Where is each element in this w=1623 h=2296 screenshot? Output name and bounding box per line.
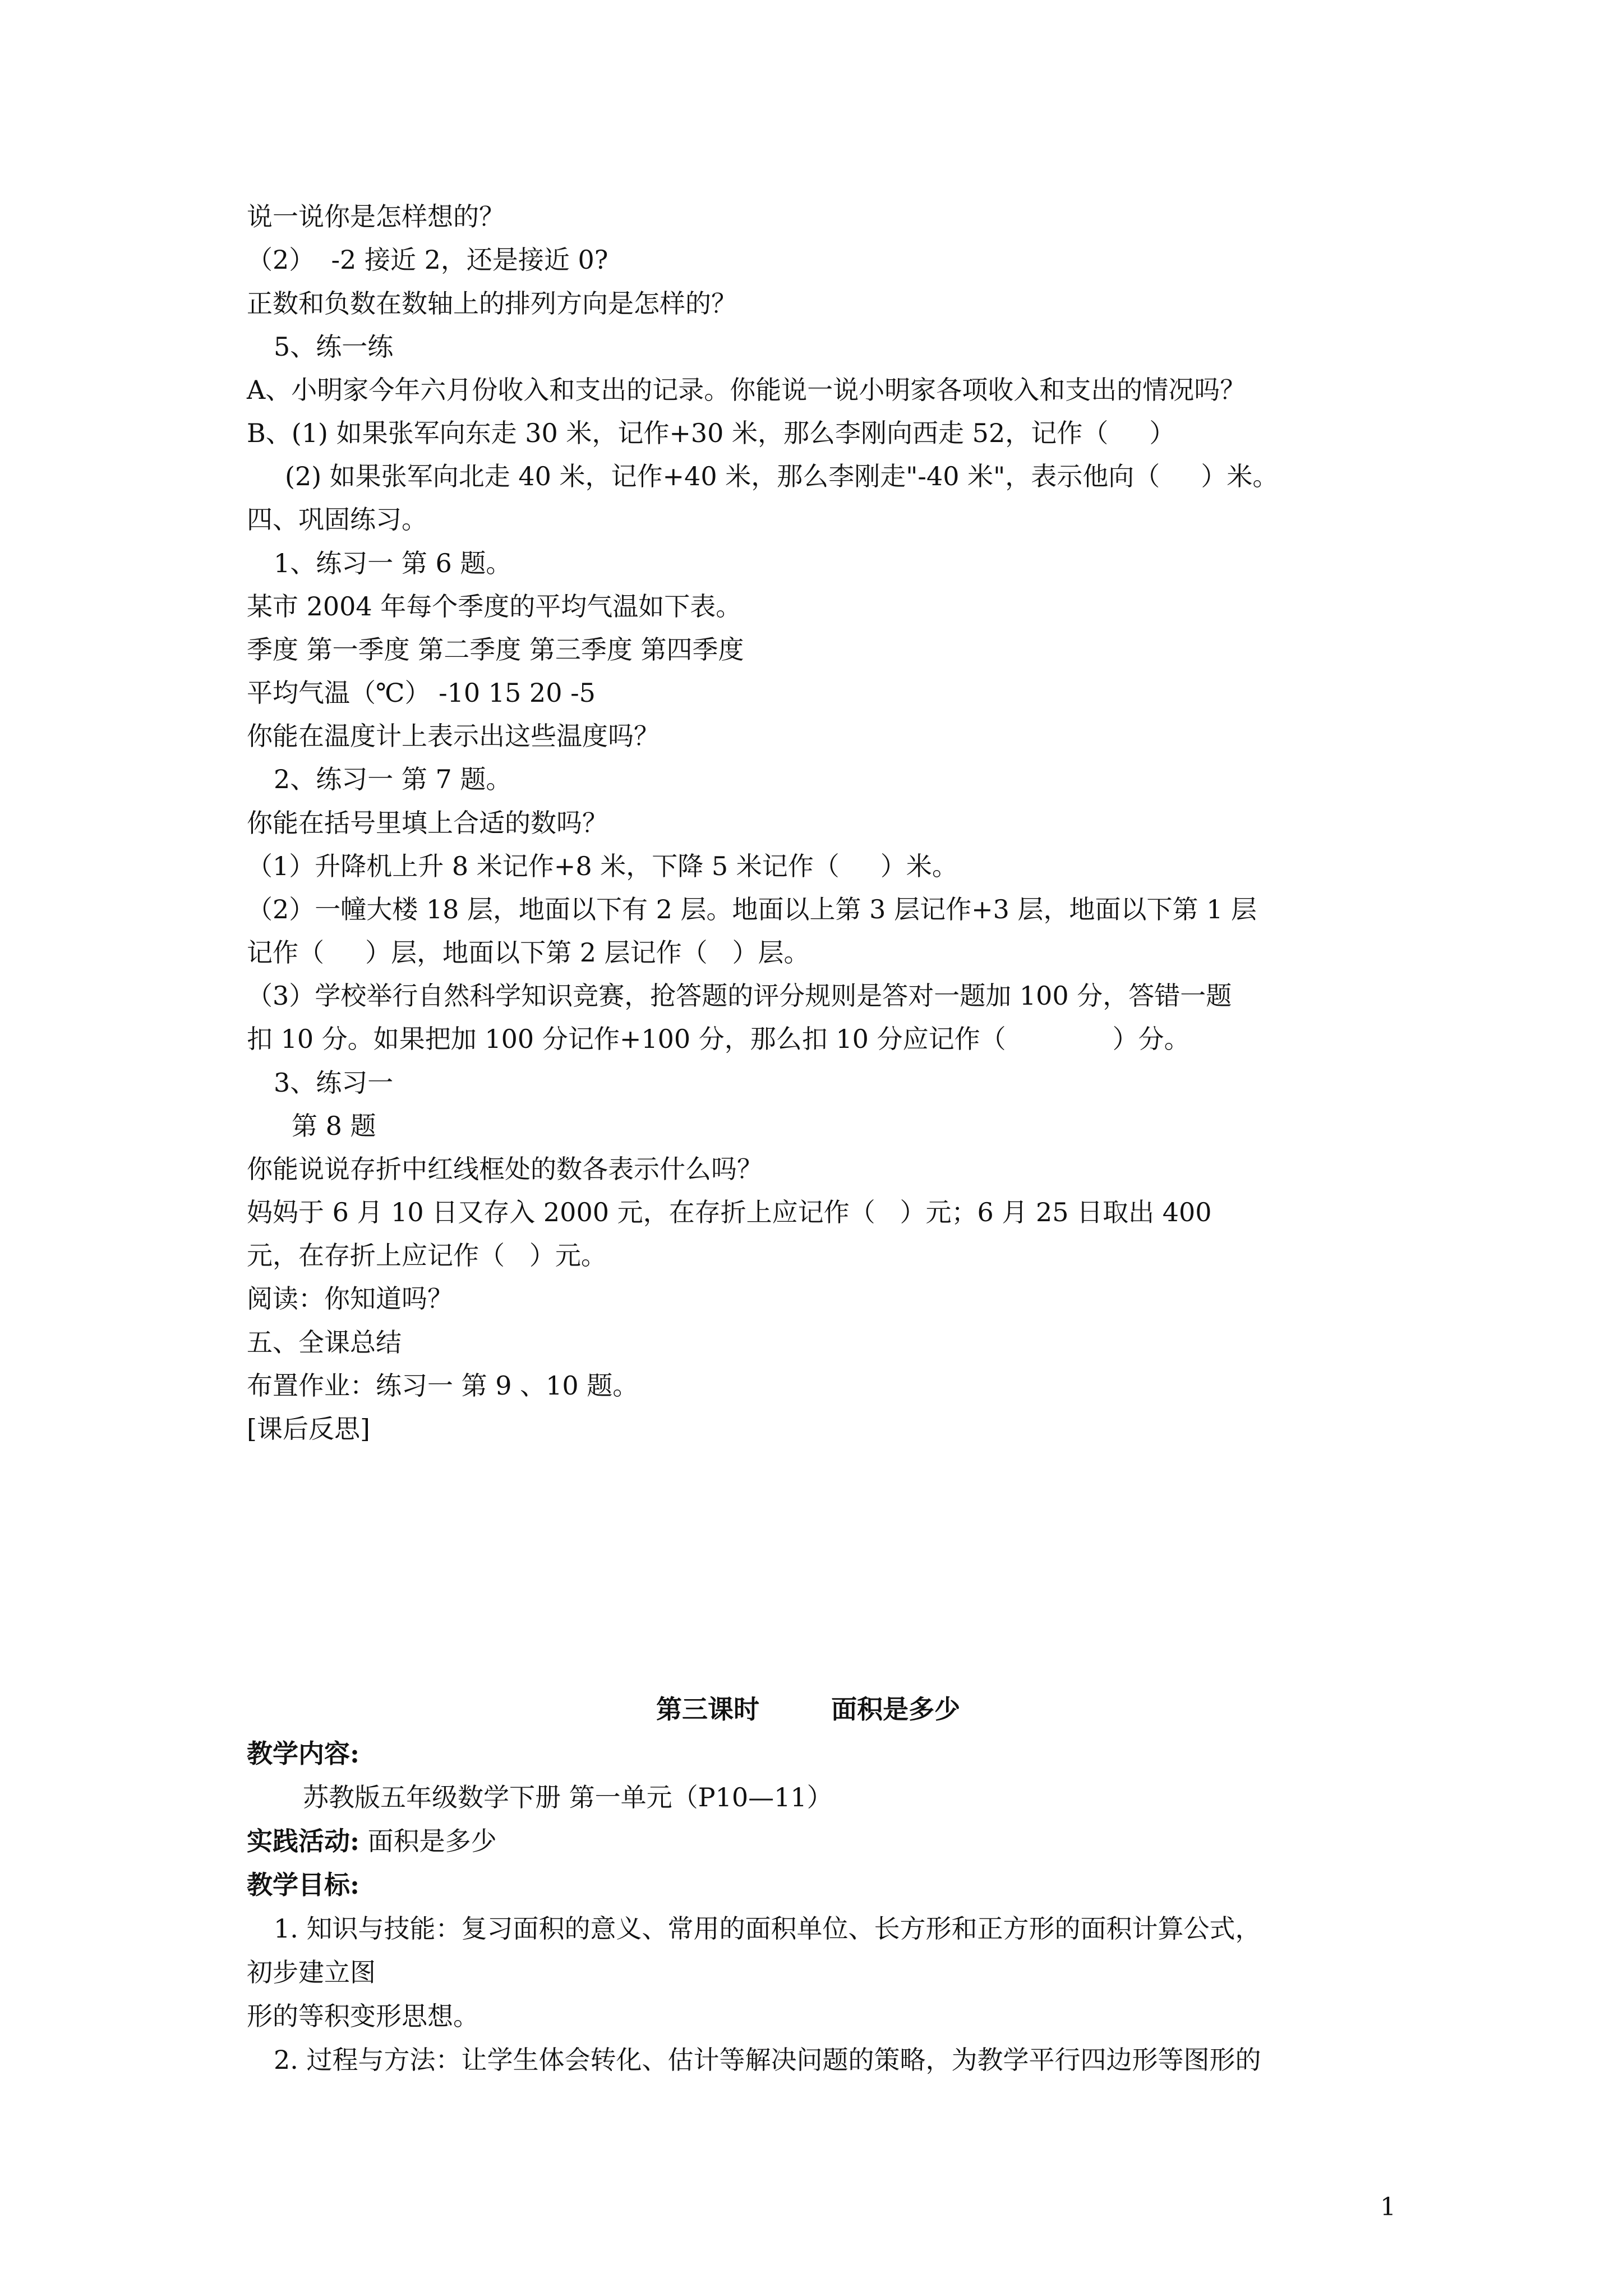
text-line: B、(1) 如果张军向东走 30 米，记作+30 米，那么李刚向西走 52，记作（ ） [247, 418, 1175, 448]
text-line: [课后反思] [247, 1414, 370, 1444]
goal-line: 初步建立图 [247, 1957, 376, 1987]
text-line: 2、练习一 第 7 题。 [274, 764, 512, 794]
text-line: A、小明家今年六月份收入和支出的记录。你能说一说小明家各项收入和支出的情况吗？ [247, 375, 1246, 405]
text-line: 说一说你是怎样想的？ [247, 201, 505, 232]
text-line: 四、巩固练习。 [247, 504, 427, 535]
text-line: 第 8 题 [292, 1111, 376, 1141]
activity-line [247, 1824, 497, 1858]
goals-label: 教学目标: [247, 1870, 359, 1900]
section-title: 第三课时 面积是多少 [656, 1694, 961, 1724]
content-text: 苏教版五年级数学下册 第一单元（P10—11） [303, 1782, 833, 1812]
activity-label: 实践活动: [247, 1826, 359, 1856]
text-line: 扣 10 分。如果把加 100 分记作+100 分，那么扣 10 分应记作（ ）分。 [247, 1024, 1190, 1054]
text-line: 你能说说存折中红线框处的数各表示什么吗？ [247, 1154, 763, 1184]
text-line: 正数和负数在数轴上的排列方向是怎样的？ [247, 288, 737, 319]
text-line: 平均气温（℃） -10 15 20 -5 [247, 678, 596, 708]
text-line: 5、练一练 [274, 332, 394, 362]
text-line: 记作（ ）层，地面以下第 2 层记作（ ）层。 [247, 937, 810, 968]
text-line: 阅读：你知道吗？ [247, 1283, 453, 1314]
text-line: 五、全课总结 [247, 1327, 402, 1358]
text-line: （1）升降机上升 8 米记作+8 米，下降 5 米记作（ ）米。 [247, 851, 958, 881]
text-line: 季度 第一季度 第二季度 第三季度 第四季度 [247, 634, 744, 665]
text-line: 元，在存折上应记作（ ）元。 [247, 1240, 607, 1271]
text-line: （3）学校举行自然科学知识竞赛，抢答题的评分规则是答对一题加 100 分，答错一题 [247, 981, 1232, 1011]
goal-line: 形的等积变形思想。 [247, 2001, 479, 2031]
text-line: 某市 2004 年每个季度的平均气温如下表。 [247, 591, 742, 622]
goal-line: 1. 知识与技能：复习面积的意义、常用的面积单位、长方形和正方形的面积计算公式， [274, 1913, 1261, 1944]
text-line: 3、练习一 [274, 1068, 394, 1098]
text-line: 妈妈于 6 月 10 日又存入 2000 元，在存折上应记作（ ）元；6 月 25 日取出 400 [247, 1197, 1212, 1227]
page-number: 1 [1380, 2193, 1396, 2221]
activity-text: 面积是多少 [359, 1826, 497, 1856]
text-line: 布置作业：练习一 第 9 、10 题。 [247, 1370, 639, 1401]
text-line: (2) 如果张军向北走 40 米，记作+40 米，那么李刚走"-40 米"，表示他向（ ）米。 [285, 461, 1279, 491]
goal-line: 2. 过程与方法：让学生体会转化、估计等解决问题的策略，为教学平行四边形等图形的 [274, 2045, 1261, 2075]
content-label: 教学内容: [247, 1738, 359, 1769]
text-line: 你能在括号里填上合适的数吗？ [247, 808, 608, 838]
text-line: 1、练习一 第 6 题。 [274, 548, 512, 578]
text-line: （2）一幢大楼 18 层，地面以下有 2 层。地面以上第 3 层记作+3 层，地面以下第 1 层 [247, 894, 1257, 924]
text-line: 你能在温度计上表示出这些温度吗？ [247, 721, 660, 751]
text-line: （2） -2 接近 2，还是接近 0? [247, 245, 608, 275]
